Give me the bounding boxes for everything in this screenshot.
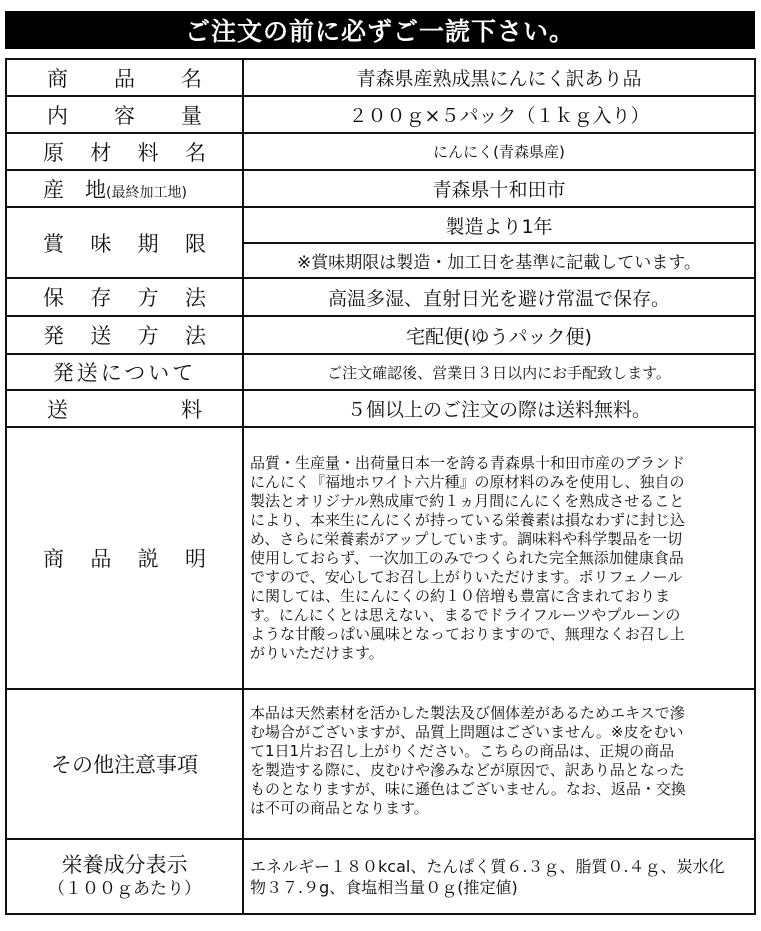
value-about-shipping: ご注文確認後、営業日３日以内にお手配致します。 (243, 354, 755, 390)
label-nutrition-sub: （１００ｇあたり） (48, 878, 201, 899)
description-line: め、さらに栄養素がアップしています。調味料や科学製品を一切 (250, 530, 683, 548)
label-ingredients (6, 133, 243, 170)
label-char: 送 (47, 397, 68, 422)
value-notes (243, 689, 755, 839)
label-char: 明 (184, 547, 206, 571)
label-nutrition-main: 栄養成分表示 (61, 852, 188, 877)
label-notes: その他注意事項 (6, 689, 243, 839)
description-line: により、本来生にんにくが持っている栄養素は損なわずに封じ込 (250, 511, 686, 529)
notes-line: 本品は天然素材を活かした製法及び個体差があるためエキスで滲 (250, 704, 685, 722)
row-product-name (6, 59, 755, 96)
label-char: 送 (90, 324, 112, 348)
label-product-name (6, 59, 243, 96)
label-best-before (6, 207, 243, 278)
label-char: 方 (137, 286, 159, 310)
label-char: 説 (137, 547, 159, 571)
row-origin (6, 170, 755, 207)
nutrition-line: エネルギー１８０kcal、たんぱく質６.３ｇ、脂質０.４ｇ、炭水化 (250, 856, 725, 876)
row-notes (6, 689, 755, 839)
label-shipping-fee (6, 390, 243, 427)
label-char: 保 (43, 286, 64, 310)
value-product-name: 青森県産熟成黒にんにく訳あり品 (243, 59, 755, 96)
row-shipping-method (6, 316, 755, 354)
nutrition-line: 物３７.９g、食塩相当量０ｇ(推定値) (250, 877, 518, 897)
label-char: 法 (184, 286, 206, 310)
label-char: 賞 (43, 231, 64, 256)
row-about-shipping (6, 354, 755, 390)
label-origin-sub: (最終加工地) (106, 184, 187, 201)
label-about-shipping: 発送について (6, 354, 243, 390)
notes-line: ものとなりますが、味に遜色はございません。なお、返品・交換 (250, 780, 686, 798)
label-nutrition (6, 839, 243, 914)
label-storage (6, 278, 243, 316)
row-ingredients (6, 133, 755, 170)
notes-line: を製造する際に、皮むけや滲みなどが原因で、訳あり品となった (250, 761, 685, 779)
label-description (6, 427, 243, 689)
description-line: にんにく『福地ホワイト六片種』の原材料のみを使用し、独自の (250, 473, 685, 491)
label-char: 原 (43, 140, 64, 165)
row-best-before (6, 207, 755, 243)
product-spec-table (5, 58, 756, 915)
label-char: 容 (114, 103, 135, 128)
description-line: ですので、安心してお召し上がりいただけます。ポリフェノール (250, 568, 683, 586)
value-nutrition (243, 839, 755, 914)
description-line: す。にんにくとは思えない、まるでドライフルーツやプルーンの (250, 606, 681, 624)
description-line: 製法とオリジナル熟成庫で約１ヵ月間にんにくを熟成させること (250, 492, 685, 510)
description-line: 使用しておらず、一次加工のみでつくられた完全無添加健康食品 (250, 549, 684, 567)
value-shipping-method: 宅配便(ゆうパック便) (243, 316, 755, 354)
label-char: 料 (181, 397, 202, 422)
label-origin-main: 産 地 (43, 177, 106, 202)
label-contents (6, 96, 243, 133)
row-storage (6, 278, 755, 316)
value-contents: ２００ｇ×５パック（１ｋｇ入り） (243, 96, 755, 133)
label-char: 品 (114, 66, 135, 91)
label-char: 味 (90, 231, 112, 256)
label-char: 期 (137, 231, 159, 256)
value-storage: 高温多湿、直射日光を避け常温で保存。 (243, 278, 755, 316)
row-nutrition (6, 839, 755, 914)
label-char: 内 (47, 103, 68, 128)
label-char: 名 (181, 66, 202, 91)
value-ingredients: にんにく(青森県産) (243, 133, 755, 170)
notes-line: て1日1片お召し上がりください。こちらの商品は、正規の商品 (250, 742, 675, 760)
label-char: 量 (181, 103, 202, 128)
notice-banner: ご注文の前に必ずご一読下さい。 (5, 11, 755, 49)
description-line: 品質・生産量・出荷量日本一を誇る青森県十和田市産のブランド (250, 454, 686, 472)
notes-line: は不可の商品となります。 (250, 799, 429, 817)
label-char: 限 (184, 231, 206, 256)
notes-line: む場合がございますが、品質上問題はございません。※皮をむい (250, 723, 684, 741)
label-shipping-method (6, 316, 243, 354)
value-description (243, 427, 755, 689)
row-shipping-fee (6, 390, 755, 427)
label-char: 発 (43, 324, 64, 348)
label-char: 品 (90, 547, 112, 571)
label-char: 材 (90, 140, 112, 165)
row-contents (6, 96, 755, 133)
label-char: 名 (184, 140, 206, 165)
description-line: ような甘酸っぱい風味となっておりますので、無理なくお召し上 (250, 625, 685, 643)
value-origin: 青森県十和田市 (243, 170, 755, 207)
description-line: がりいただけます。 (250, 644, 384, 662)
row-description (6, 427, 755, 689)
value-best-before: 製造より1年 (243, 207, 755, 243)
value-best-before-note: ※賞味期限は製造・加工日を基準に記載しています。 (243, 243, 755, 278)
label-char: 料 (137, 140, 159, 165)
value-shipping-fee: ５個以上のご注文の際は送料無料。 (243, 390, 755, 427)
description-line: に関しては、生にんにくの約１０倍増も豊富に含まれておりま (250, 587, 671, 605)
label-char: 法 (184, 324, 206, 348)
label-char: 方 (137, 324, 159, 348)
label-char: 商 (43, 547, 64, 571)
label-origin (6, 170, 243, 207)
label-char: 存 (90, 286, 112, 310)
label-char: 商 (47, 66, 68, 91)
